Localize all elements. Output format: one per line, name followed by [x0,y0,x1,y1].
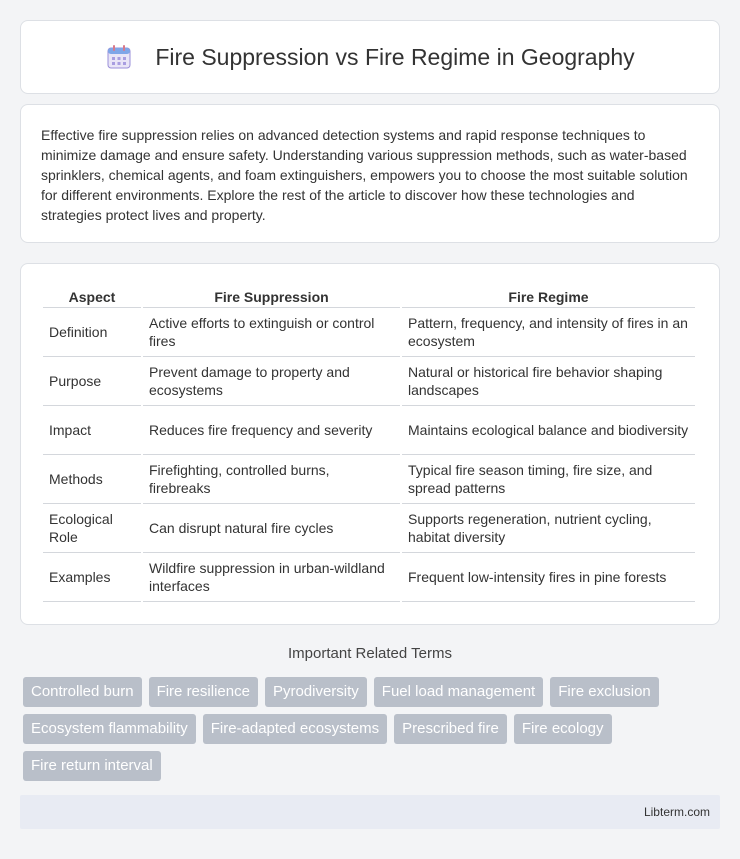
comparison-table [41,286,697,602]
aspect-cell: Ecological Role [43,504,141,553]
column-header-fire-regime: Fire Regime [402,286,695,308]
related-term-tag[interactable]: Fire ecology [514,714,612,744]
fire-suppression-cell: Prevent damage to property and ecosystems [143,357,400,406]
fire-suppression-cell: Reduces fire frequency and severity [143,406,400,455]
column-header-aspect: Aspect [43,286,141,308]
related-term-tag[interactable]: Fire exclusion [550,677,659,707]
related-term-tag[interactable]: Ecosystem flammability [23,714,196,744]
fire-regime-cell: Supports regeneration, nutrient cycling, habitat diversity [402,504,695,553]
footer-site-link[interactable]: Libterm.com [643,805,710,819]
fire-regime-cell: Pattern, frequency, and intensity of fires in an ecosystem [402,308,695,357]
related-term-tag[interactable]: Fire return interval [23,751,161,781]
fire-regime-cell: Natural or historical fire behavior shaping landscapes [402,357,695,406]
aspect-cell: Methods [43,455,141,504]
aspect-cell: Examples [43,553,141,602]
related-term-tag[interactable]: Controlled burn [23,677,142,707]
footer [20,795,720,829]
related-term-tag[interactable]: Fire-adapted ecosystems [203,714,387,744]
fire-regime-cell: Maintains ecological balance and biodiversity [402,406,695,455]
fire-regime-cell: Frequent low-intensity fires in pine forests [402,553,695,602]
table-row [43,357,695,406]
related-term-tag[interactable]: Fire resilience [149,677,258,707]
related-terms-list [23,677,723,788]
table-header-row [43,286,695,308]
aspect-cell: Purpose [43,357,141,406]
aspect-cell: Impact [43,406,141,455]
intro-card [20,104,720,243]
aspect-cell: Definition [43,308,141,357]
fire-suppression-cell: Active efforts to extinguish or control fires [143,308,400,357]
intro-text: Effective fire suppression relies on advanced detection systems and rapid response techniques to minimize damage and ensure safety. Understanding various suppression methods, such as water-based sprinklers, chemical agents, and foam extinguishers, empowers you to choose the most suitable solution for different environments. Explore the rest of the article to discover how these technologies and strategies protect lives and property. [41,127,688,223]
related-term-tag[interactable]: Fuel load management [374,677,543,707]
fire-regime-cell: Typical fire season timing, fire size, and spread patterns [402,455,695,504]
page-title: Fire Suppression vs Fire Regime in Geography [155,43,635,70]
column-header-fire-suppression: Fire Suppression [143,286,400,308]
fire-suppression-cell: Firefighting, controlled burns, firebreaks [143,455,400,504]
table-row [43,504,695,553]
calendar-icon [105,43,133,71]
fire-suppression-cell: Can disrupt natural fire cycles [143,504,400,553]
table-row [43,406,695,455]
table-row [43,455,695,504]
comparison-table-card [20,263,720,625]
table-row [43,308,695,357]
related-terms-title: Important Related Terms [288,645,452,662]
header-card [20,20,720,94]
table-row [43,553,695,602]
fire-suppression-cell: Wildfire suppression in urban-wildland interfaces [143,553,400,602]
related-term-tag[interactable]: Prescribed fire [394,714,507,744]
related-term-tag[interactable]: Pyrodiversity [265,677,367,707]
